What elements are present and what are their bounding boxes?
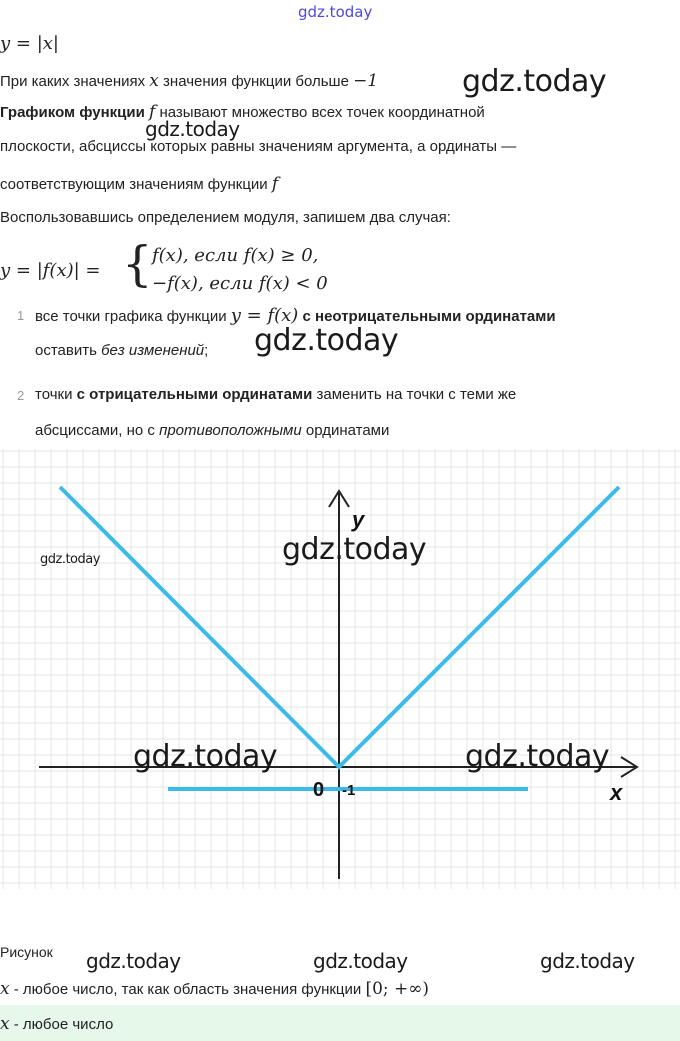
definition-line-1 (0, 102, 485, 122)
definition-f2: f (271, 174, 279, 194)
step-1-line2-b: ; (204, 342, 209, 359)
step-2-bold: с отрицательными ординатами (76, 386, 313, 403)
watermark: gdz.today (40, 552, 100, 567)
watermark: gdz.today (145, 117, 240, 141)
conclusion-line (0, 979, 429, 999)
definition-line-3-text: соответствующим значениям функции (0, 176, 272, 193)
modulus-intro: Воспользовавшись определением модуля, запишем два случая: (0, 209, 451, 226)
step-1-number: 1 (17, 308, 25, 323)
step-2-line-1 (35, 386, 516, 403)
answer-text: - любое число (9, 1016, 114, 1033)
question-text-middle: значения функции больше (158, 73, 354, 90)
watermark: gdz.today (254, 323, 399, 358)
step-1-line2-italic: без изменений (101, 342, 205, 359)
question-text-before: При каких значениях (0, 73, 150, 90)
step-2-text-a: точки (35, 386, 77, 403)
x-axis-label: x (610, 780, 623, 805)
step-1-line-2 (35, 342, 208, 359)
step-1-bold: с неотрицательными ординатами (298, 308, 556, 325)
step-2-text-b: заменить на точки с теми же (312, 386, 517, 403)
question-value: −1 (353, 71, 379, 91)
cases-line-2: −f(x), если f(x) < 0 (152, 273, 328, 294)
watermark: gdz.today (462, 64, 607, 99)
answer-var: x (0, 1014, 10, 1034)
step-2-line-2 (35, 422, 389, 439)
main-formula: y = |x| (0, 33, 59, 54)
function-graph (0, 449, 680, 889)
watermark: gdz.today (540, 949, 635, 973)
definition-line-3 (0, 174, 278, 194)
watermark: gdz.today (86, 949, 181, 973)
step-1-text: все точки графика функции (35, 308, 231, 325)
cases-lhs: y = |f(x)| = (0, 260, 101, 281)
conclusion-text: - любое число, так как область значения функции (9, 981, 366, 998)
origin-label: 0 (313, 779, 325, 801)
watermark: gdz.today (282, 532, 427, 567)
watermark: gdz.today (313, 949, 408, 973)
step-2-line2-b: ординатами (301, 422, 390, 439)
definition-f: f (149, 102, 156, 122)
cases-line-1: f(x), если f(x) ≥ 0, (152, 245, 319, 266)
step-2-number: 2 (17, 388, 25, 403)
cases-brace: { (122, 236, 153, 292)
definition-line-2: плоскости, абсциссы которых равны значениям аргумента, а ординаты — (0, 138, 517, 155)
minus-one-label: -1 (342, 782, 356, 799)
answer-line (0, 1014, 113, 1034)
definition-rest: называют множество всех точек координатной (155, 104, 485, 121)
definition-bold: Графиком функции (0, 104, 149, 121)
conclusion-interval: [0; +∞) (365, 979, 430, 999)
watermark: gdz.today (133, 739, 278, 774)
question-var: x (149, 71, 159, 91)
watermark: gdz.today (465, 739, 610, 774)
step-1-formula: y = f(x) (230, 305, 299, 326)
conclusion-var: x (0, 979, 10, 999)
figure-caption: Рисунок (0, 944, 53, 960)
step-1-line2-a: оставить (35, 342, 102, 359)
y-axis-label: y (352, 507, 365, 532)
answer-box (0, 1005, 680, 1041)
step-2-line2-italic: противоположными (159, 422, 302, 439)
step-2-line2-a: абсциссами, но с (35, 422, 160, 439)
question-line (0, 71, 378, 91)
header-watermark: gdz.today (298, 3, 373, 21)
